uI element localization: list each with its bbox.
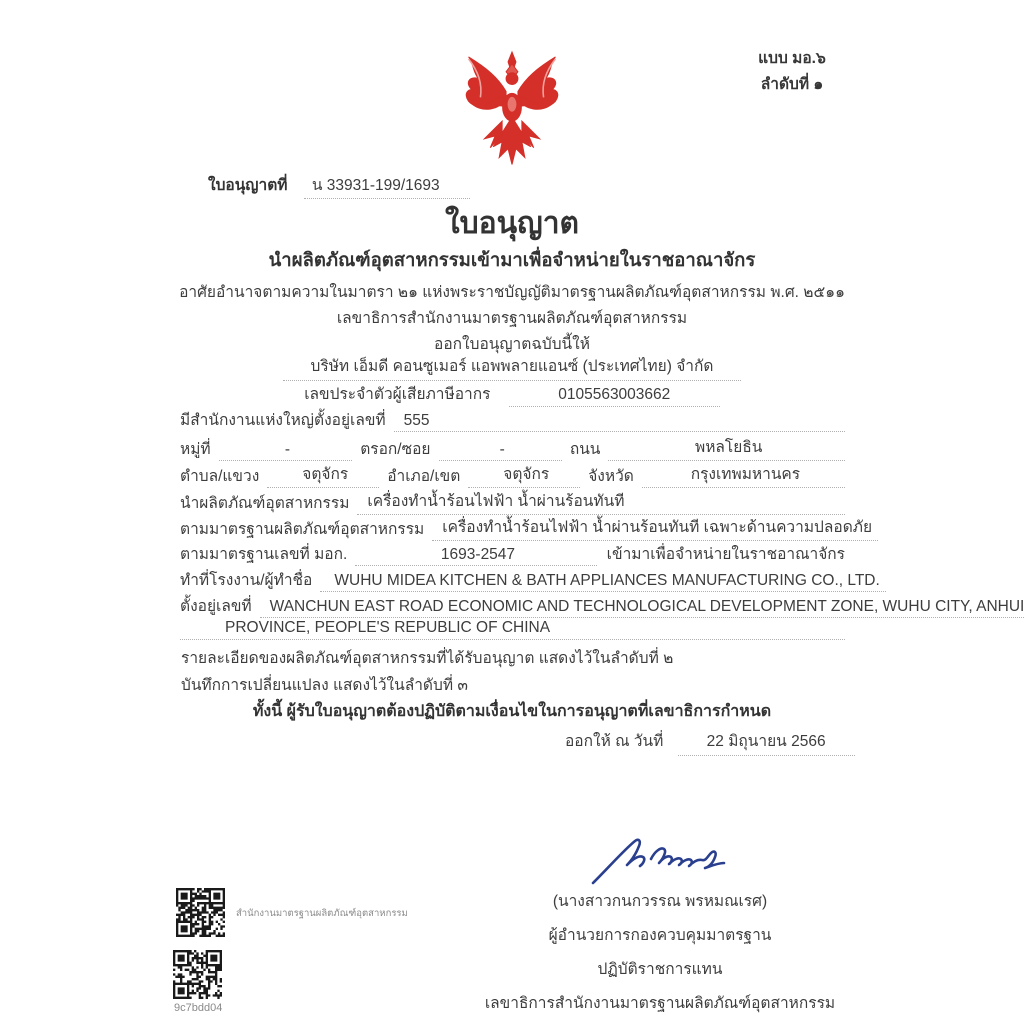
condition-note: ทั้งนี้ ผู้รับใบอนุญาตต้องปฏิบัติตามเงื่อนไขในการอนุญาตที่เลขาธิการกำหนด: [252, 703, 772, 720]
signer-block: [460, 888, 860, 1015]
subdistrict-value: จตุจักร: [267, 461, 379, 488]
qr-code-office-icon: [176, 888, 225, 937]
factory-address-line1: WANCHUN EAST ROAD ECONOMIC AND TECHNOLOGICAL DEVELOPMENT ZONE, WUHU CITY, ANHUI: [260, 598, 1024, 618]
product-label: นำผลิตภัณฑ์อุตสาหกรรม: [180, 495, 350, 512]
road-value: พหลโยธิน: [608, 434, 845, 461]
office-label: มีสำนักงานแห่งใหญ่ตั้งอยู่เลขที่: [180, 412, 386, 429]
subdistrict-label: ตำบล/แขวง: [180, 468, 260, 485]
garuda-emblem-icon: [452, 50, 572, 198]
document-subtitle: นำผลิตภัณฑ์อุตสาหกรรมเข้ามาเพื่อจำหน่ายในราชอาณาจักร: [268, 249, 756, 270]
qr-code-office-label: สำนักงานมาตรฐานผลิตภัณฑ์อุตสาหกรรม: [236, 908, 408, 919]
product-value: เครื่องทำน้ำร้อนไฟฟ้า น้ำผ่านร้อนทันที: [357, 488, 845, 515]
company-name: บริษัท เอ็มดี คอนซูเมอร์ แอพพลายแอนซ์ (ประเทศไทย) จำกัด: [283, 353, 742, 381]
soi-value: -: [439, 441, 562, 461]
issue-date-row: [565, 728, 855, 756]
standard-row: [180, 514, 873, 541]
province-label: จังหวัด: [588, 468, 634, 485]
authority-line-2: เลขาธิการสำนักงานมาตรฐานผลิตภัณฑ์อุตสาหกรรม: [336, 310, 688, 327]
signer-position: ผู้อำนวยการกองควบคุมมาตรฐาน: [548, 927, 772, 944]
qr-verify-code: 9c7bdd04: [174, 1002, 223, 1014]
document-title: ใบอนุญาต: [444, 207, 580, 240]
address-row-2: [180, 461, 845, 488]
change-note: บันทึกการเปลี่ยนแปลง แสดงไว้ในลำดับที่ ๓: [181, 677, 468, 694]
issue-date-value: 22 มิถุนายน 2566: [678, 728, 855, 756]
factory-address-label: ตั้งอยู่เลขที่: [180, 598, 252, 615]
road-label: ถนน: [569, 441, 601, 458]
qr-code-verify-icon: [173, 950, 222, 999]
office-number: 555: [394, 412, 845, 432]
standard-number-row: [180, 541, 845, 566]
tax-id-row: [0, 381, 1024, 407]
license-number-value: น 33931-199/1693: [304, 172, 470, 199]
district-value: จตุจักร: [468, 461, 580, 488]
standard-value: เครื่องทำน้ำร้อนไฟฟ้า น้ำผ่านร้อนทันที เฉพาะด้านความปลอดภัย: [432, 514, 878, 541]
authority-line-1: อาศัยอำนาจตามความในมาตรา ๒๑ แห่งพระราชบัญญัติมาตรฐานผลิตภัณฑ์อุตสาหกรรม พ.ศ. ๒๕๑๑: [179, 284, 845, 301]
moo-value: -: [219, 441, 353, 461]
tax-id-label: เลขประจำตัวผู้เสียภาษีอากร: [304, 386, 491, 403]
standard-number-label: ตามมาตรฐานเลขที่ มอก.: [180, 546, 348, 563]
company-name-row: [0, 353, 1024, 381]
form-code-block: [712, 46, 872, 98]
province-value: กรุงเทพมหานคร: [642, 461, 845, 488]
form-code: แบบ มอ.๖: [758, 50, 826, 67]
address-row-1: [180, 434, 845, 461]
factory-name-row: [180, 567, 880, 592]
district-label: อำเภอ/เขต: [387, 468, 461, 485]
standard-label: ตามมาตรฐานผลิตภัณฑ์อุตสาหกรรม: [180, 521, 425, 538]
signer-acting: ปฏิบัติราชการแทน: [597, 961, 723, 978]
issue-date-label: ออกให้ ณ วันที่: [565, 733, 664, 750]
standard-number-value: 1693-2547: [355, 546, 596, 566]
signer-authority: เลขาธิการสำนักงานมาตรฐานผลิตภัณฑ์อุตสาหกรรม: [484, 995, 836, 1012]
office-address-row: [180, 407, 845, 432]
factory-name: WUHU MIDEA KITCHEN & BATH APPLIANCES MANUFACTURING CO., LTD.: [320, 572, 885, 592]
signer-name: (นางสาวกนกวรรณ พรหมณเรศ): [552, 893, 768, 910]
product-row: [180, 488, 845, 515]
factory-address-line2: PROVINCE, PEOPLE'S REPUBLIC OF CHINA: [180, 602, 845, 640]
license-number-label: ใบอนุญาตที่: [208, 177, 288, 194]
detail-note: รายละเอียดของผลิตภัณฑ์อุตสาหกรรมที่ได้รับอนุญาต แสดงไว้ในลำดับที่ ๒: [181, 650, 674, 667]
license-number-row: [208, 172, 470, 199]
issue-to-line: ออกใบอนุญาตฉบับนี้ให้: [434, 336, 590, 353]
sequence-number: ลำดับที่ ๑: [760, 76, 824, 93]
moo-label: หมู่ที่: [180, 441, 211, 458]
import-purpose-text: เข้ามาเพื่อจำหน่ายในราชอาณาจักร: [606, 546, 845, 563]
factory-label: ทำที่โรงงาน/ผู้ทำชื่อ: [180, 572, 313, 589]
soi-label: ตรอก/ซอย: [360, 441, 431, 458]
tax-id-value: 0105563003662: [509, 386, 720, 407]
signature-icon: [585, 833, 745, 888]
